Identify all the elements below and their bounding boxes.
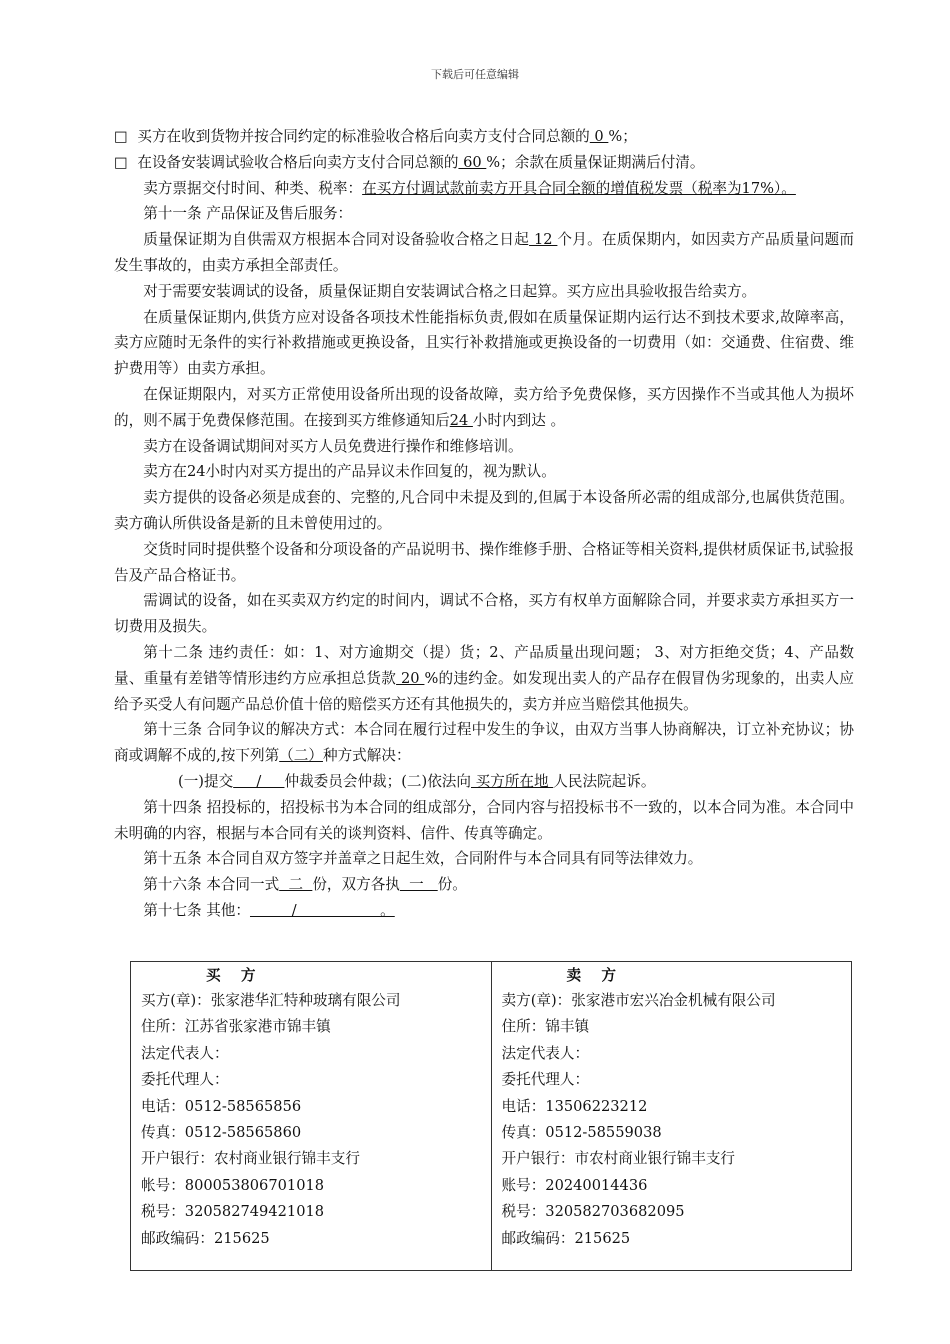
training-clause: 卖方在设备调试期间对买方人员免费进行操作和维修培训。 xyxy=(143,437,523,455)
dispute-options: (一)提交 / 仲裁委员会仲裁；(二)依法向 买方所在地 人民法院起诉。 xyxy=(178,772,656,790)
article-11-title: 第十一条 产品保证及售后服务： xyxy=(143,205,353,223)
documentation-clause: 交货时同时提供整个设备和分项设备的产品说明书、操作维修手册、合格证等相关资料,提供材质保证书,试验报告及产品合格证书。 xyxy=(114,540,854,584)
seller-name: 卖方(章)：张家港市宏兴冶金机械有限公司 xyxy=(501,992,776,1009)
article-13-disputes: 第十三条 合同争议的解决方式：本合同在履行过程中发生的争议，由双方当事人协商解决，订立补充协议；协商或调解不成的,按下列第（二）种方式解决： xyxy=(114,721,854,765)
buyer-account: 帐号：800053806701018 xyxy=(141,1176,325,1194)
blank-copies: 二 xyxy=(279,876,313,894)
checkbox-icon[interactable]: □ xyxy=(114,153,128,171)
seller-cell xyxy=(491,962,852,1271)
seller-agent: 委托代理人： xyxy=(501,1071,590,1089)
seller-bank: 开户银行：市农村商业银行锦丰支行 xyxy=(501,1150,736,1168)
quality-responsibility: 在质量保证期内,供货方应对设备各项技术性能指标负责,假如在质量保证期内运行达不到技术要求,故障率高，卖方应随时无条件的实行补救措施或更换设备，且实行补救措施或更换设备的一切费用（如：交通费、住宿费、维护费用等）由卖方承担。 xyxy=(114,308,854,378)
seller-legal-rep: 法定代表人： xyxy=(501,1044,590,1062)
invoice-terms: 卖方票据交付时间、种类、税率：在买方付调试款前卖方开具合同全额的增值税发票（税率为17%）。 xyxy=(143,179,796,197)
repair-service: 在保证期限内，对买方正常使用设备所出现的设备故障，卖方给予免费保修，买方因操作不当或其他人为损坏的，则不属于免费保修范围。在接到买方维修通知后24 小时内到达 。 xyxy=(114,385,854,429)
seller-postcode: 邮政编码：215625 xyxy=(501,1229,631,1247)
payment-option-2: □ 在设备安装调试验收合格后向卖方支付合同总额的 60 %；余款在质量保证期满后付清。 xyxy=(114,150,854,176)
buyer-heading: 买 方 xyxy=(205,967,256,984)
article-14: 第十四条 招投标的，招投标书为本合同的组成部分，合同内容与招投标书不一致的，以本合同为准。本合同中未明确的内容，根据与本合同有关的谈判资料、信件、传真等确定。 xyxy=(114,798,854,842)
objection-clause: 卖方在24小时内对买方提出的产品异议未作回复的，视为默认。 xyxy=(143,463,556,481)
signature-table xyxy=(130,961,852,1271)
seller-phone: 电话：13506223212 xyxy=(501,1097,648,1115)
seller-tax-id: 税号：320582703682095 xyxy=(501,1203,685,1221)
blank-months: 12 xyxy=(529,231,558,249)
buyer-postcode: 邮政编码：215625 xyxy=(141,1229,270,1247)
checkbox-icon[interactable]: □ xyxy=(114,128,128,145)
blank-percent: 60 xyxy=(458,153,487,171)
buyer-legal-rep: 法定代表人： xyxy=(141,1044,229,1062)
invoice-terms-value: 在买方付调试款前卖方开具合同全额的增值税发票（税率为17%）。 xyxy=(362,179,796,197)
seller-heading: 卖 方 xyxy=(566,967,616,984)
buyer-phone: 电话：0512-58565856 xyxy=(141,1097,302,1115)
buyer-agent: 委托代理人： xyxy=(141,1071,229,1089)
blank-option: （二） xyxy=(279,747,323,765)
page-header: 下载后可任意编辑 xyxy=(431,68,519,81)
blank-each: 一 xyxy=(399,876,438,894)
buyer-bank: 开户银行：农村商业银行锦丰支行 xyxy=(141,1150,360,1168)
buyer-tax-id: 税号：320582749421018 xyxy=(141,1203,325,1221)
seller-fax: 传真：0512-58559038 xyxy=(501,1124,662,1142)
buyer-cell xyxy=(131,962,492,1271)
seller-account: 账号：20240014436 xyxy=(501,1176,648,1194)
buyer-address: 住所：江苏省张家港市锦丰镇 xyxy=(141,1018,331,1036)
contract-body xyxy=(114,124,854,924)
article-16: 第十六条 本合同一式 二 份，双方各执 一 份。 xyxy=(143,876,467,894)
buyer-fax: 传真：0512-58565860 xyxy=(141,1124,302,1142)
blank-court: 买方所在地 xyxy=(471,772,554,790)
warranty-period: 质量保证期为自供需双方根据本合同对设备验收合格之日起 12 个月。在质保期内，如因卖方产品质量问题而发生事故的，由卖方承担全部责任。 xyxy=(114,231,854,274)
article-12-liability: 第十二条 违约责任：如：1、对方逾期交（提）货；2、产品质量出现问题； 3、对方拒绝交货；4、产品数量、重量有差错等情形违约方应承担总货款 20 %的违约金。如发现出卖人的产品存在假冒伪劣现象的，出卖人应给予买受人有问题产品总价值十倍的赔偿买方还有其他损失的，卖方并应当赔偿其他损失。 xyxy=(114,643,854,713)
install-warranty: 对于需要安装调试的设备，质量保证期自安装调试合格之日起算。买方应出具验收报告给卖方。 xyxy=(143,282,757,300)
article-17: 第十七条 其他： / 。 xyxy=(143,901,395,919)
buyer-name: 买方(章)：张家港华汇特种玻璃有限公司 xyxy=(141,992,401,1009)
completeness-clause: 卖方提供的设备必须是成套的、完整的,凡合同中未提及到的,但属于本设备所必需的组成部分,也属供货范围。卖方确认所供设备是新的且未曾使用过的。 xyxy=(114,489,854,532)
blank-arbitration: / xyxy=(233,772,285,790)
commissioning-clause: 需调试的设备，如在买卖双方约定的时间内，调试不合格，买方有权单方面解除合同，并要求卖方承担买方一切费用及损失。 xyxy=(114,592,854,636)
blank-hours: 24 xyxy=(449,411,473,429)
blank-percent: 0 xyxy=(589,128,609,145)
blank-other: / 。 xyxy=(249,901,395,919)
blank-penalty: 20 xyxy=(396,669,425,687)
article-15: 第十五条 本合同自双方签字并盖章之日起生效，合同附件与本合同具有同等法律效力。 xyxy=(143,850,703,868)
payment-option-1: □ 买方在收到货物并按合同约定的标准验收合格后向卖方支付合同总额的 0 %； xyxy=(114,124,854,150)
seller-address: 住所：锦丰镇 xyxy=(501,1018,590,1036)
